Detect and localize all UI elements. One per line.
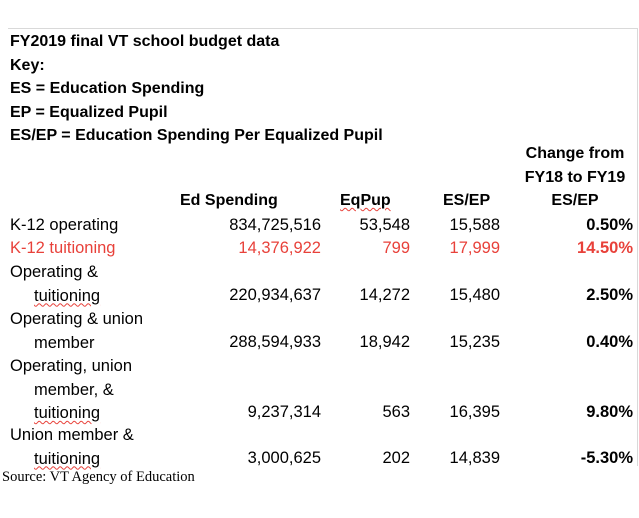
column-header-change-line: Change from xyxy=(525,145,625,162)
cell-esep: 14,839 xyxy=(449,449,500,467)
table-row-label xyxy=(10,261,100,308)
key-line-es: ES = Education Spending xyxy=(10,80,205,97)
cell-change: -5.30% xyxy=(580,449,633,467)
key-label: Key: xyxy=(10,56,45,74)
column-header-eqpup xyxy=(340,189,391,213)
row-label-line: Union member & xyxy=(10,426,134,444)
cell-ed-spending: 14,376,922 xyxy=(238,239,321,257)
row-label-text: tuitioning xyxy=(34,449,101,468)
cell-ed-spending: 834,725,516 xyxy=(229,216,321,234)
key-line-ep: EP = Equalized Pupil xyxy=(10,103,168,121)
table-row-label xyxy=(10,308,143,355)
cell-esep: 15,480 xyxy=(449,286,500,304)
row-label-text: K-12 tuitioning xyxy=(10,239,116,257)
row-label-line xyxy=(10,402,132,426)
table-row-label xyxy=(10,214,118,238)
column-header-esep: ES/EP xyxy=(443,192,491,209)
title-block xyxy=(10,30,383,148)
cell-ed-spending: 288,594,933 xyxy=(229,333,321,351)
cell-eqpup: 14,272 xyxy=(359,286,410,304)
row-label-line xyxy=(10,285,100,309)
cell-ed-spending: 9,237,314 xyxy=(247,403,321,421)
source-note: Source: VT Agency of Education xyxy=(2,469,195,485)
cell-ed-spending: 220,934,637 xyxy=(229,286,321,304)
row-label-line: Operating & union xyxy=(10,310,144,328)
cell-esep: 16,395 xyxy=(449,403,500,421)
title-line: FY2019 final VT school budget data xyxy=(10,33,280,50)
cell-change: 0.40% xyxy=(586,333,633,351)
row-label-line: member, & xyxy=(34,380,114,399)
column-header-ed-spending: Ed Spending xyxy=(180,192,278,209)
cell-change: 9.80% xyxy=(586,403,633,421)
cell-esep: 15,588 xyxy=(449,216,500,234)
cell-eqpup: 563 xyxy=(382,403,410,421)
row-label-text: tuitioning xyxy=(34,404,101,422)
row-label-line: member xyxy=(34,333,95,352)
cell-change: 2.50% xyxy=(586,286,633,304)
column-header-change-line: ES/EP xyxy=(551,192,599,209)
column-header-change-line: FY18 to FY19 xyxy=(524,168,626,186)
table-row-label xyxy=(10,424,134,471)
row-label-line: Operating & xyxy=(10,263,99,281)
cell-eqpup: 202 xyxy=(382,449,410,467)
row-label-text: tuitioning xyxy=(34,286,101,305)
cell-change: 14.50% xyxy=(577,239,633,257)
cell-eqpup: 53,548 xyxy=(359,216,410,234)
cell-ed-spending: 3,000,625 xyxy=(247,449,321,467)
cell-esep: 15,235 xyxy=(449,333,500,351)
column-header-eqpup-text: EqPup xyxy=(340,192,391,209)
table-row-label xyxy=(10,355,132,426)
table-row-label-highlight xyxy=(10,237,116,261)
row-label-line: K-12 operating xyxy=(10,216,119,234)
grid-line xyxy=(637,28,638,466)
cell-change: 0.50% xyxy=(586,216,633,234)
cell-esep: 17,999 xyxy=(449,239,500,257)
row-label-line xyxy=(10,237,116,261)
row-label-line: Operating, union xyxy=(10,357,133,375)
cell-eqpup: 18,942 xyxy=(359,333,410,351)
cell-eqpup: 799 xyxy=(382,239,410,257)
key-line-esep: ES/EP = Education Spending Per Equalized Pupil xyxy=(10,127,383,144)
column-header-change xyxy=(510,142,639,213)
